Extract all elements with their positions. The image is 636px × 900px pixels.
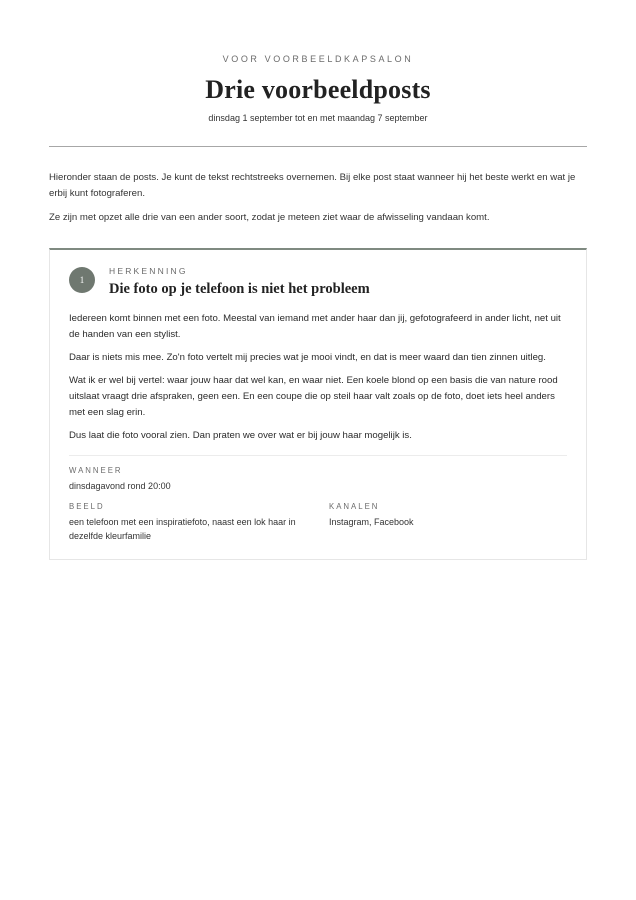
intro-paragraph-1: Hieronder staan de posts. Je kunt de tekst rechtstreeks overnemen. Bij elke post staat wanneer hij het beste werkt en wat je erbij kunt fotograferen. bbox=[49, 172, 576, 199]
beeld-label: BEELD bbox=[69, 502, 105, 511]
kanalen-value: Instagram, Facebook bbox=[329, 517, 414, 527]
meta-kanalen bbox=[329, 502, 414, 543]
beeld-value: een telefoon met een inspiratiefoto, naast een lok haar in dezelfde kleurfamilie bbox=[69, 517, 296, 541]
post-paragraph: Dus laat die foto vooral zien. Dan praten we over wat er bij jouw haar mogelijk is. bbox=[69, 430, 412, 441]
post-title: Die foto op je telefoon is niet het probleem bbox=[109, 281, 370, 297]
meta-columns bbox=[69, 502, 567, 543]
page-header bbox=[0, 0, 636, 123]
post-number-badge: 1 bbox=[69, 267, 95, 293]
kanalen-label: KANALEN bbox=[329, 502, 380, 511]
post-body bbox=[69, 311, 567, 444]
client-eyebrow: VOOR VOORBEELDKAPSALON bbox=[222, 54, 414, 64]
intro-paragraph-2: Ze zijn met opzet alle drie van een ander soort, zodat je meteen ziet waar de afwisseling vandaan komt. bbox=[49, 212, 490, 223]
post-header bbox=[69, 267, 567, 298]
post-kind: HERKENNING bbox=[109, 266, 188, 276]
date-range: dinsdag 1 september tot en met maandag 7 september bbox=[208, 113, 428, 123]
when-value: dinsdagavond rond 20:00 bbox=[69, 481, 171, 491]
post-paragraph: Daar is niets mis mee. Zo'n foto vertelt mij precies wat je mooi vindt, en dat is meer waard dan tien zinnen uitleg. bbox=[69, 352, 546, 363]
post-card bbox=[49, 248, 587, 560]
header-divider bbox=[49, 146, 587, 147]
post-paragraph: Wat ik er wel bij vertel: waar jouw haar dat wel kan, en waar niet. Een koele blond op een basis die van nature rood uitslaat vraagt drie afspraken, geen een. En een coupe die op steil haar valt zoals op de foto, doet iets heel anders met een slag erin. bbox=[69, 375, 558, 418]
meta-beeld bbox=[69, 502, 329, 543]
post-paragraph: Iedereen komt binnen met een foto. Meestal van iemand met ander haar dan jij, gefotografeerd in ander licht, net uit de handen van een stylist. bbox=[69, 313, 561, 340]
intro-text bbox=[49, 170, 587, 226]
meta-when bbox=[69, 466, 567, 493]
page-title: Drie voorbeeldposts bbox=[205, 75, 431, 104]
post-heading bbox=[109, 267, 370, 298]
when-label: WANNEER bbox=[69, 466, 123, 475]
meta-divider bbox=[69, 455, 567, 456]
